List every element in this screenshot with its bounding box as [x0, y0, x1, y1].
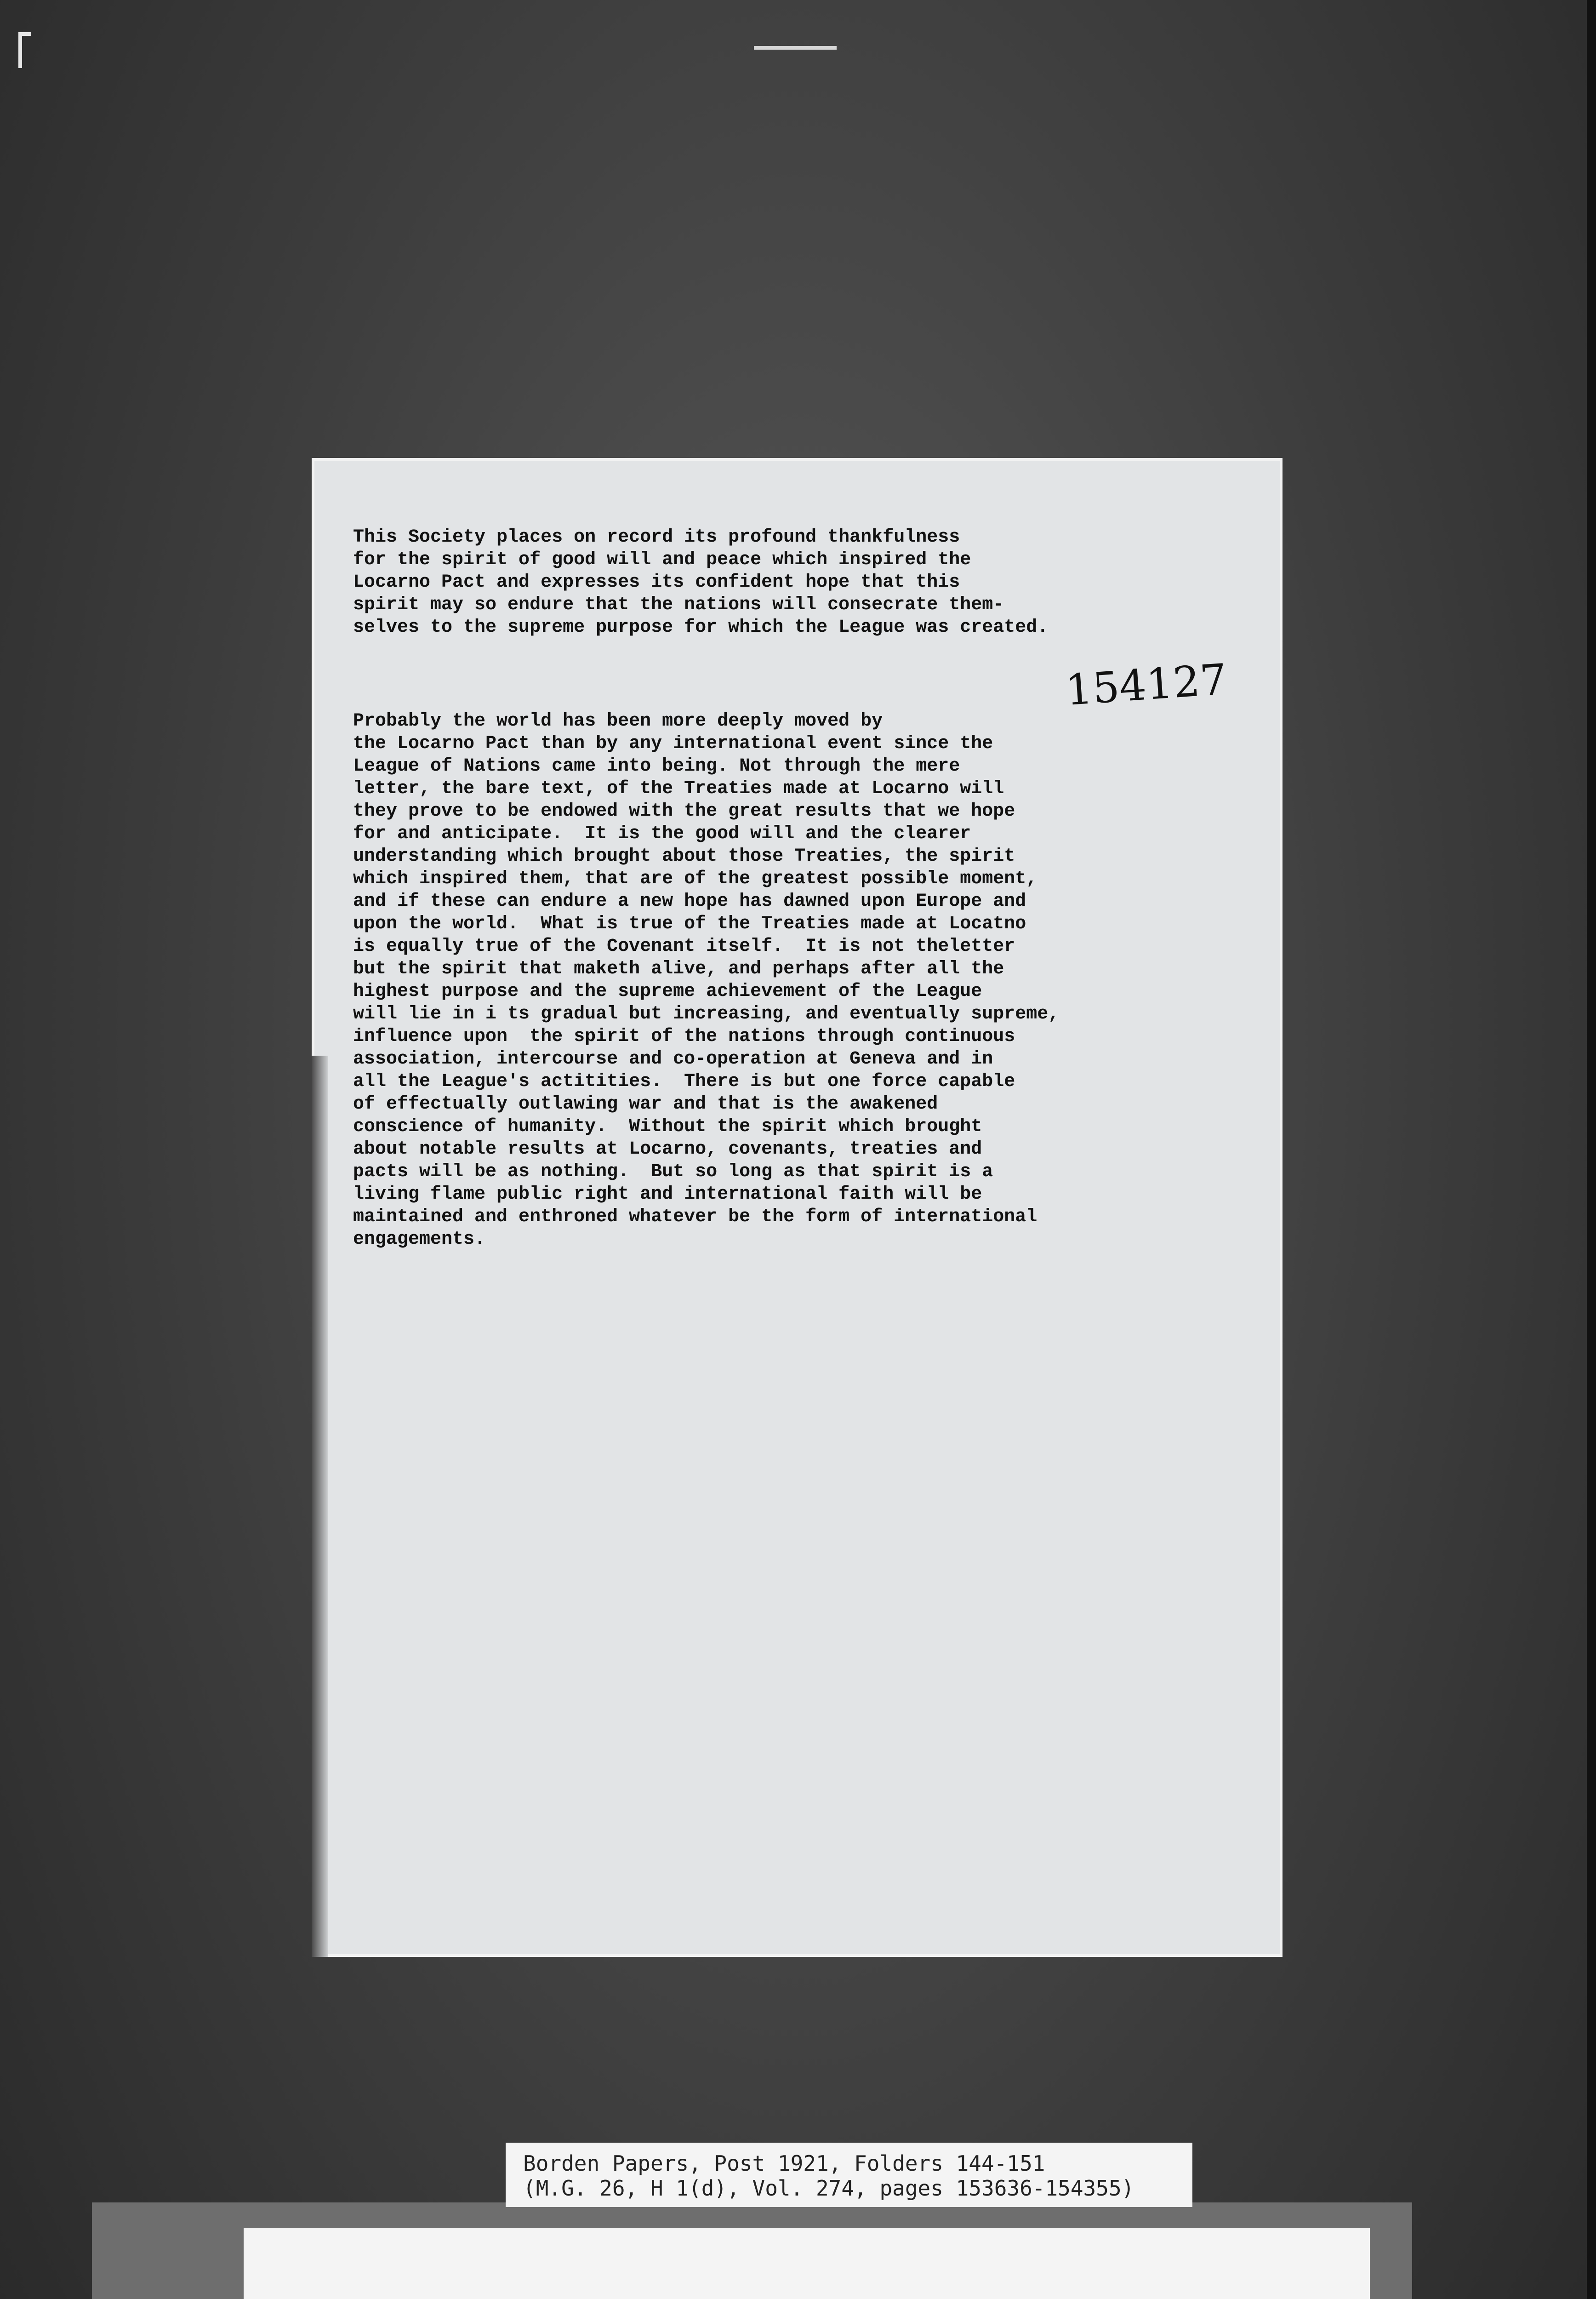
resolution-paragraph: This Society places on record its profound thankfulness for the spirit of good will and peace which inspired the Locarno Pact and expresses its confident hope that this spirit may so endure that the nations will consecrate them- selves to the supreme purpose for which the League was created. — [353, 527, 1049, 638]
page-number-stamp: 154127 — [1064, 654, 1229, 715]
document-page — [312, 458, 1282, 1957]
frame-top-mark — [754, 46, 837, 50]
film-edge — [1587, 0, 1596, 2299]
archive-reference-line-2: (M.G. 26, H 1(d), Vol. 274, pages 153636-154355) — [523, 2176, 1134, 2201]
archive-reference-line-1: Borden Papers, Post 1921, Folders 144-151 — [523, 2151, 1045, 2176]
archive-reference-label — [506, 2143, 1192, 2207]
paper-torn-edge — [312, 1056, 328, 1957]
frame-corner-mark — [18, 32, 31, 68]
archives-title-card — [244, 2228, 1370, 2299]
commentary-paragraph: Probably the world has been more deeply moved by the Locarno Pact than by any international event since the League of Nations came into being. Not through the mere letter, the bare text, of the Treaties made at Locarno will they prove to be endowed with the great results that we hope for and anticipate. It is the good will and the clearer understanding which brought about those Treaties, the spirit which inspired them, that are of the greatest possible moment, and if these can endure a new hope has dawned upon Europe and upon the world. What is true of the Treaties made at Locatno is equally true of the Covenant itself. It is not theletter but the spirit that maketh alive, and perhaps after all the highest purpose and the supreme achievement of the League will lie in i ts gradual but increasing, and eventually supreme, influence upon the spirit of the nations through continuous association, intercourse and co-operation at Geneva and in all the League's actitities. There is but one force capable of effectually outlawing war and that is the awakened conscience of humanity. Without the spirit which brought about notable results at Locarno, covenants, treaties and pacts will be as nothing. But so long as that spirit is a living flame public right and international faith will be maintained and enthroned whatever be the form of international engagements. — [353, 711, 1060, 1250]
